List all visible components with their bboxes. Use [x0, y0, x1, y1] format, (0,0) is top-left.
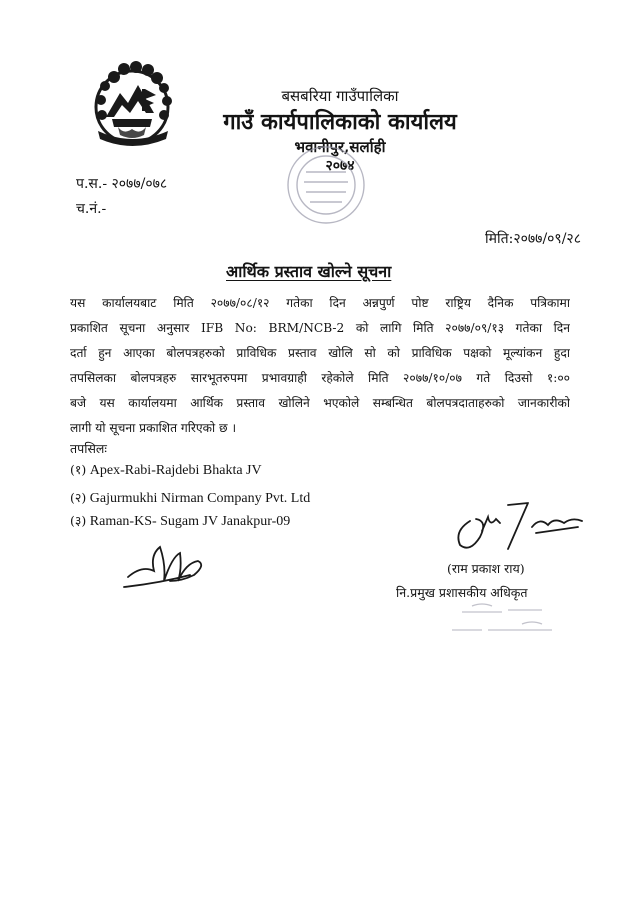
municipality-name: बसबरिया गाउँपालिका — [281, 87, 399, 105]
office-stamp — [276, 142, 376, 228]
designation-stamp — [432, 600, 562, 644]
dispatch-number: च.नं.- — [76, 201, 107, 217]
bidder-item — [70, 512, 290, 530]
letter-reference-number: प.स.- २०७७/०७८ — [76, 176, 168, 192]
government-emblem — [84, 55, 180, 155]
office-name: गाउँ कार्यपालिकाको कार्यालय — [223, 109, 457, 135]
established-year: २०७४ — [325, 158, 355, 174]
body-line: यस कार्यालयबाट मिति २०७७/०८/१२ गतेका दिन अन्नपुर्ण पोष्ट राष्ट्रिय दैनिक पत्रिकामा — [70, 296, 570, 310]
body-line: तपसिलका बोलपत्रहरु सारभूतरुपमा प्रभावग्राही रहेकोले मिति २०७७/१०/०७ गते दिउसो १:०० — [70, 371, 570, 385]
bidder-number: (१) — [70, 462, 87, 477]
officer-designation: नि.प्रमुख प्रशासकीय अधिकृत — [396, 585, 528, 600]
bidder-number: (२) — [70, 490, 87, 505]
notice-title: आर्थिक प्रस्ताव खोल्ने सूचना — [226, 262, 392, 281]
office-address: भवानीपुर,सर्लाही — [294, 138, 386, 156]
details-label: तपसिलः — [70, 441, 107, 456]
bidder-name: Gajurmukhi Nirman Company Pvt. Ltd — [89, 491, 311, 506]
bidder-number: (३) — [70, 513, 87, 528]
handwritten-signature — [120, 535, 220, 595]
officer-signature — [448, 497, 588, 555]
body-line: लागी यो सूचना प्रकाशित गरिएको छ । — [70, 421, 237, 435]
body-line: दर्ता हुन आएका बोलपत्रहरुको प्राविधिक प्रस्ताव खोलि सो को प्राविधिक पक्षको मूल्यांकन हुदा — [70, 346, 570, 360]
body-line: प्रकाशित सूचना अनुसार IFB No: BRM/NCB-2 को लागि मिति २०७७/०९/१३ गतेका दिन — [70, 321, 570, 335]
bidder-name: Raman-KS- Sugam JV Janakpur-09 — [89, 514, 291, 529]
body-line: बजे यस कार्यालयमा आर्थिक प्रस्ताव खोलिने भएकोले सम्बन्धित बोलपत्रदाताहरुको जानकारीको — [70, 396, 570, 410]
bidder-item — [70, 489, 310, 507]
bidder-item — [70, 461, 262, 479]
notice-date: मिति:२०७७/०९/२८ — [485, 231, 581, 247]
bidder-name: Apex-Rabi-Rajdebi Bhakta JV — [89, 463, 262, 478]
officer-name: (राम प्रकाश राय) — [447, 561, 525, 576]
